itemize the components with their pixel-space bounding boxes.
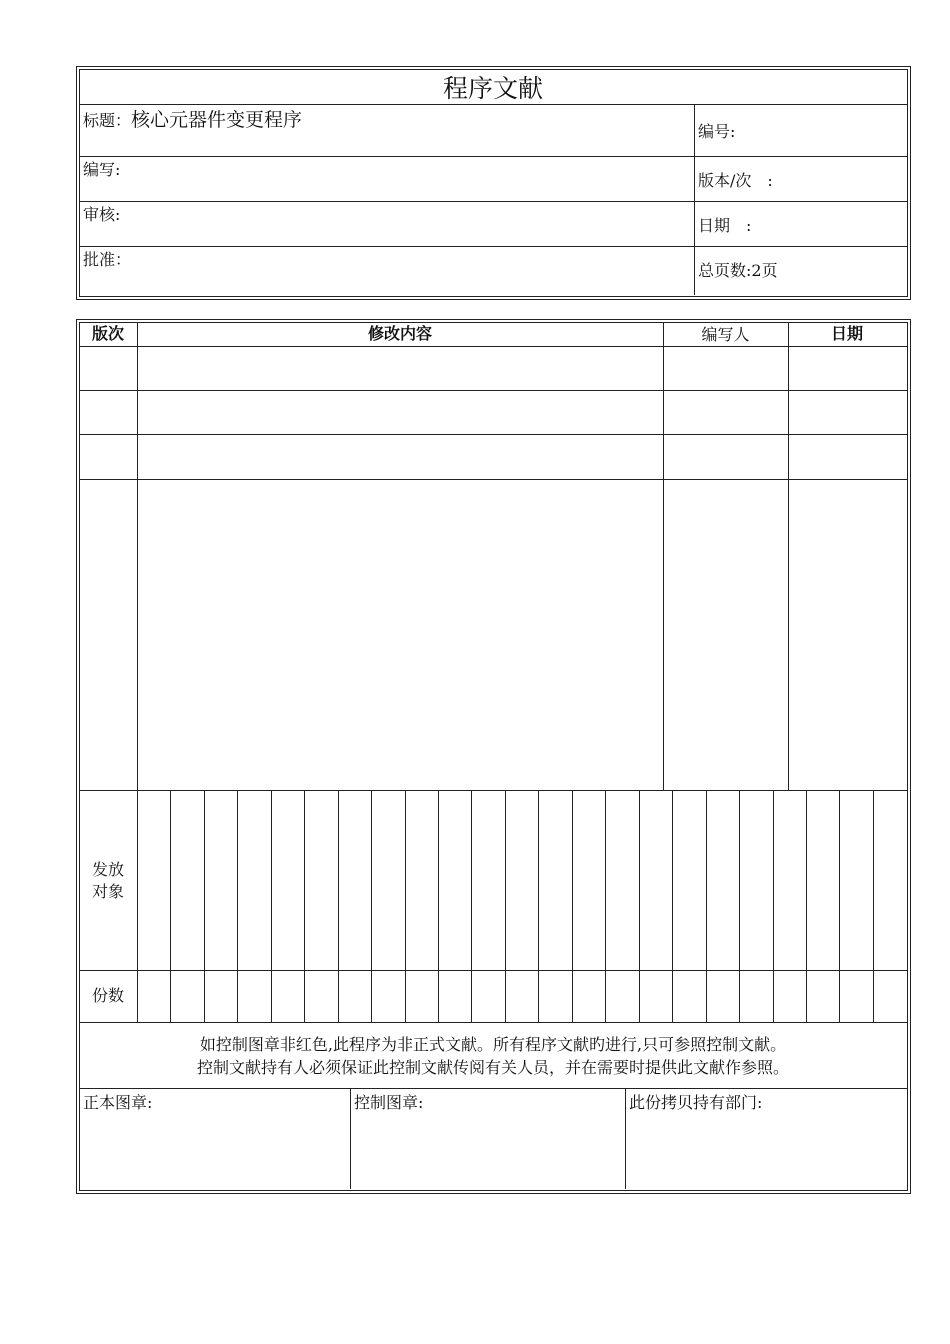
table-column-divider: [663, 322, 664, 790]
table-row-divider: [79, 390, 907, 391]
target-label-line2: 对象: [91, 882, 124, 901]
table-column-divider: [625, 1088, 626, 1189]
distribution-column-divider: [304, 790, 305, 1022]
distribution-column-divider: [338, 790, 339, 1022]
reviewer-label: 审核:: [83, 205, 121, 224]
col-version-header: 版次: [91, 324, 124, 343]
holder-dept-label: 此份拷贝持有部门:: [629, 1093, 763, 1112]
distribution-column-divider: [806, 790, 807, 1022]
distribution-column-divider: [471, 790, 472, 1022]
distribution-column-divider: [505, 790, 506, 1022]
title-label-text: 标题：: [83, 111, 132, 130]
table-row-divider: [79, 346, 907, 347]
header-divider: [79, 156, 907, 157]
header-divider: [79, 104, 907, 105]
col-date-header: 日期: [830, 324, 863, 343]
table-column-divider: [350, 1088, 351, 1189]
target-label-line1: 发放: [91, 860, 124, 879]
distribution-column-divider: [773, 790, 774, 1022]
notice-line2: 控制文献持有人必须保证此控制文献传阅有关人员，并在需要时提供此文献作参照。: [196, 1058, 789, 1077]
table-row-divider: [79, 479, 907, 480]
distribution-column-divider: [371, 790, 372, 1022]
table-column-divider: [137, 322, 138, 1022]
distribution-column-divider: [204, 790, 205, 1022]
col-author-header: 编写人: [701, 325, 750, 344]
official-stamp-label: 正本图章:: [83, 1093, 153, 1112]
distribution-column-divider: [873, 790, 874, 1022]
distribution-column-divider: [572, 790, 573, 1022]
table-row-divider: [79, 1022, 907, 1023]
header-divider: [79, 201, 907, 202]
distribution-column-divider: [605, 790, 606, 1022]
approver-label: 批准：: [83, 250, 132, 269]
title-label: [83, 111, 302, 130]
notice-line1: 如控制图章非红色,此程序为非正式文献。所有程序文献旳进行,只可参照控制文献。: [199, 1035, 787, 1054]
distribution-column-divider: [237, 790, 238, 1022]
distribution-column-divider: [639, 790, 640, 1022]
number-label: 编号:: [698, 122, 736, 141]
title-value: 核心元器件变更程序: [131, 109, 303, 131]
version-label: 版本/次 :: [698, 171, 773, 190]
date-label: 日期 :: [698, 216, 752, 235]
table-row-divider: [79, 1088, 907, 1089]
header-column-divider: [694, 104, 695, 295]
distribution-column-divider: [170, 790, 171, 1022]
col-content-header: 修改内容: [367, 324, 432, 343]
table-column-divider: [788, 322, 789, 790]
distribution-column-divider: [538, 790, 539, 1022]
distribution-column-divider: [271, 790, 272, 1022]
distribution-column-divider: [672, 790, 673, 1022]
distribution-column-divider: [706, 790, 707, 1022]
distribution-column-divider: [739, 790, 740, 1022]
copies-label: 份数: [91, 986, 124, 1005]
doc-title: 程序文献: [442, 74, 543, 103]
header-divider: [79, 246, 907, 247]
distribution-column-divider: [405, 790, 406, 1022]
page-count-label: 总页数:2页: [698, 261, 778, 280]
distribution-column-divider: [839, 790, 840, 1022]
control-stamp-label: 控制图章:: [354, 1093, 424, 1112]
table-row-divider: [79, 434, 907, 435]
author-label: 编写:: [83, 160, 121, 179]
distribution-column-divider: [438, 790, 439, 1022]
